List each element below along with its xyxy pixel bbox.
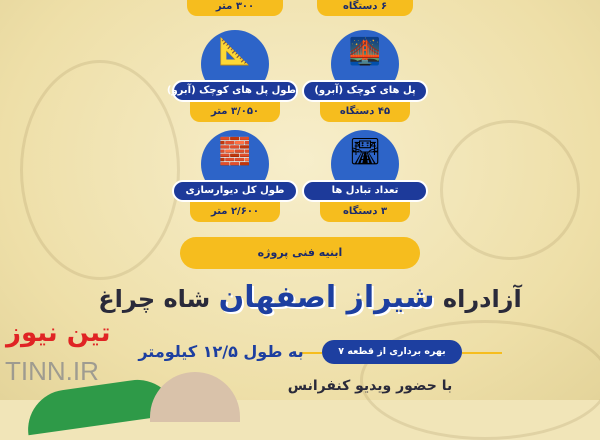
- watermark-en: TINN.IR: [5, 356, 99, 386]
- headline-highlight: شیراز اصفهان: [218, 280, 435, 315]
- headline-pre: آزادراه: [442, 285, 522, 313]
- length-text: به طول ۱۲/۵ کیلومتر: [138, 342, 304, 361]
- card-value: ۴۵ دستگاه: [320, 102, 410, 122]
- card-label: پل های کوچک (آبرو): [302, 80, 428, 102]
- card-value: ۳ دستگاه: [320, 202, 410, 222]
- roller-illustration-right: [440, 120, 580, 260]
- worker-illustration-left: [20, 60, 180, 280]
- conference-text: با حضور ویدیو کنفرانس: [287, 378, 453, 394]
- card-label: تعداد تبادل ها: [302, 180, 428, 202]
- interchange-icon: 🛣: [331, 130, 399, 198]
- wall-icon: 🧱: [201, 130, 269, 198]
- card-label: طول کل دیوارسازی: [172, 180, 298, 202]
- card-value: ۳/۰۵۰ متر: [190, 102, 280, 122]
- bridge-icon: 🌉: [331, 30, 399, 98]
- headline-post: شاه چراغ: [98, 285, 211, 313]
- divider-line: [462, 352, 502, 354]
- protractor-icon: 📐: [201, 30, 269, 98]
- card-label: طول پل های کوچک (آبرو): [172, 80, 298, 102]
- section-title: ابنیه فنی پروژه: [180, 237, 420, 269]
- headline: [80, 278, 540, 318]
- watermark-fa: تین نیوز: [6, 318, 111, 348]
- subtitle-pill: بهره برداری از قطعه ۷: [322, 340, 462, 364]
- top-right-value: ۶ دستگاه: [317, 0, 413, 16]
- card-value: ۲/۶۰۰ متر: [190, 202, 280, 222]
- top-left-value: ۳۰۰ متر: [187, 0, 283, 16]
